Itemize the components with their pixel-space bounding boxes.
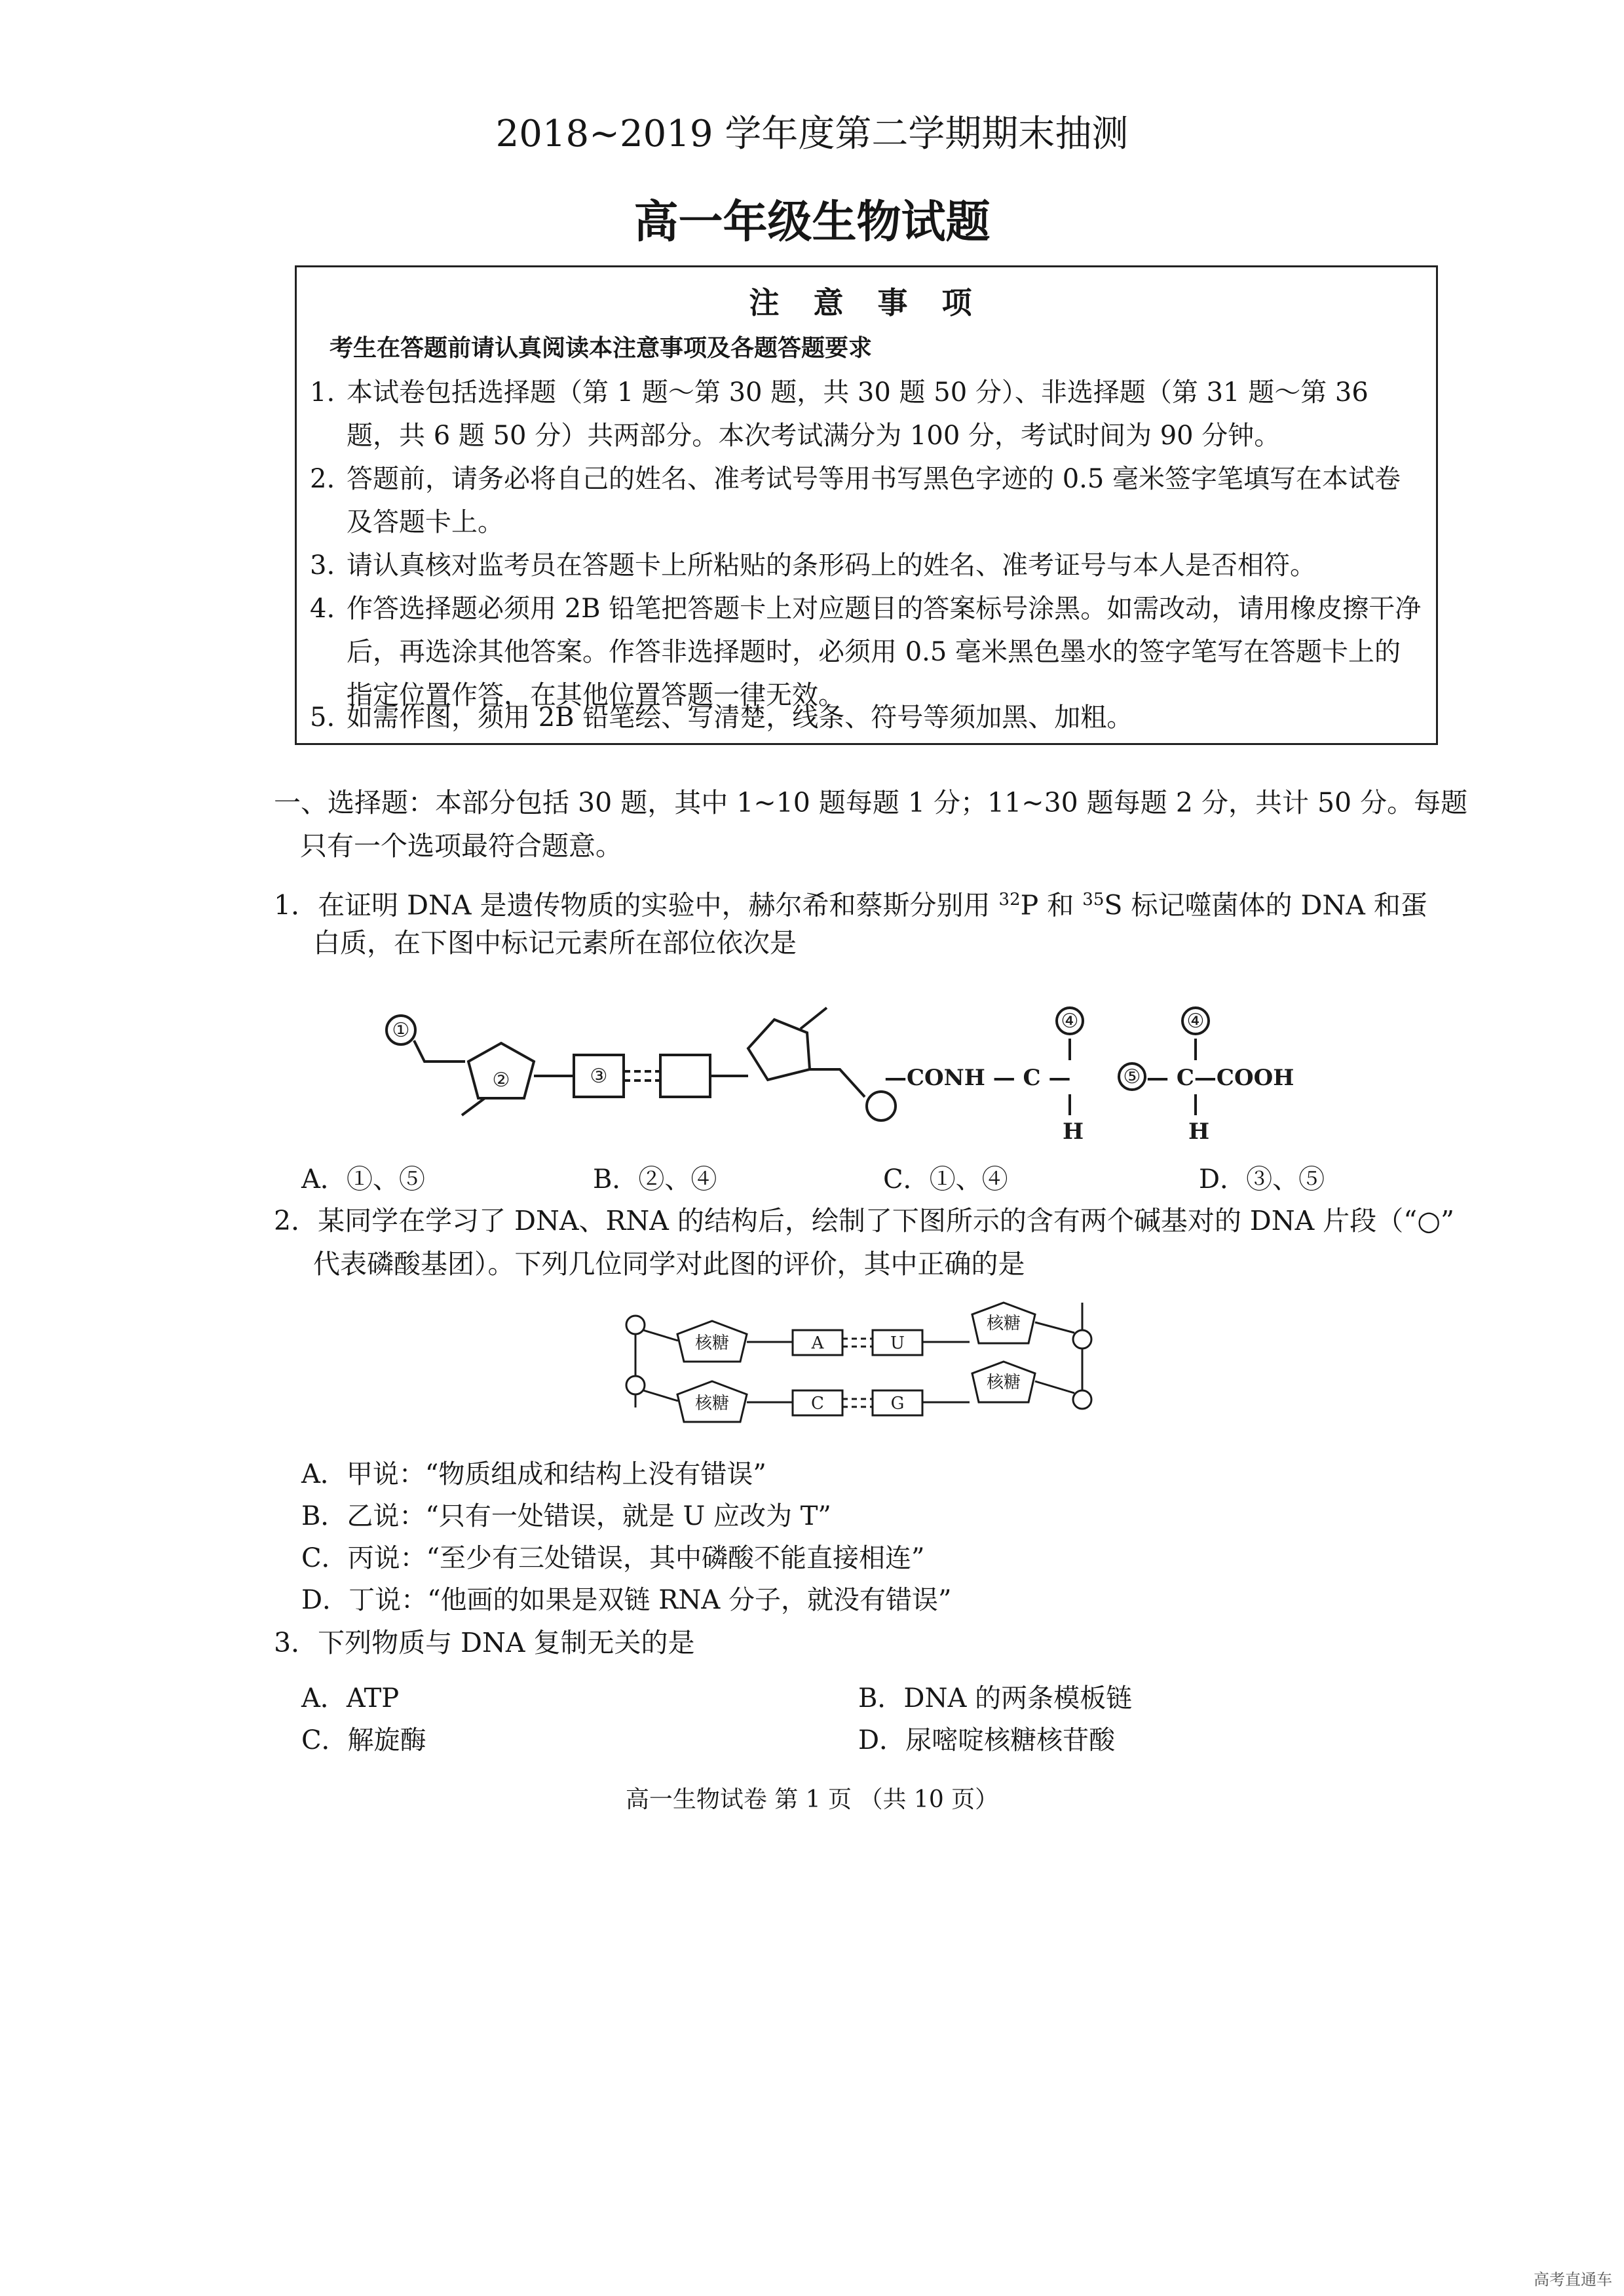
section-heading-line1: 一、选择题：本部分包括 30 题，其中 1~10 题每题 1 分；11~30 题每题 2 分，共计 50 分。每题 xyxy=(274,787,1468,818)
notice-item xyxy=(310,371,1424,457)
base-a-label: A xyxy=(811,1333,824,1353)
question-1-text-b: S 标记噬菌体的 DNA 和蛋 xyxy=(1104,889,1427,921)
page-footer: 高一生物试卷 第 1 页 （共 10 页） xyxy=(625,1786,999,1813)
question-1-option-c[interactable]: C．①、④ xyxy=(883,1164,1008,1195)
sugar-label: 核糖 xyxy=(694,1333,730,1353)
question-1-option-b[interactable]: B．②、④ xyxy=(593,1164,717,1195)
question-3-option-c[interactable]: C．解旋酶 xyxy=(301,1725,426,1755)
question-1-stem-line2: 白质，在下图中标记元素所在部位依次是 xyxy=(313,927,797,959)
question-2-option-c[interactable]: C．丙说：“至少有三处错误，其中磷酸不能直接相连” xyxy=(301,1543,925,1573)
notice-item-number: 1. xyxy=(310,377,335,408)
label-circled-4b: ④ xyxy=(1186,1010,1205,1033)
notice-item-text: 如需作图，须用 2B 铅笔绘、写清楚，线条、符号等须加黑、加粗。 xyxy=(347,702,1133,733)
question-1-text-a: 1．在证明 DNA 是遗传物质的实验中，赫尔希和蔡斯分别用 xyxy=(274,889,999,921)
notice-box xyxy=(295,265,1438,745)
isotope-35-superscript: 35 xyxy=(1082,890,1105,909)
label-circled-2: ② xyxy=(492,1069,510,1092)
exam-term-title: 2018~2019 学年度第二学期期末抽测 xyxy=(495,113,1129,155)
notice-item-number: 2. xyxy=(310,464,335,494)
notice-item-number: 4. xyxy=(310,594,335,624)
question-1-text-mid: P 和 xyxy=(1020,889,1083,921)
question-1-stem-line1 xyxy=(274,878,1427,927)
hydrogen-left: H xyxy=(1063,1119,1084,1145)
sugar-label: 核糖 xyxy=(986,1373,1021,1392)
label-circled-4a: ④ xyxy=(1061,1010,1079,1033)
question-1-option-a[interactable]: A．①、⑤ xyxy=(301,1164,425,1195)
notice-item-text: 请认真核对监考员在答题卡上所粘贴的条形码上的姓名、准考证号与本人是否相符。 xyxy=(347,550,1316,581)
notice-title: 注 意 事 项 xyxy=(749,285,984,320)
exam-subject-title: 高一年级生物试题 xyxy=(633,196,991,248)
section-heading-line2: 只有一个选项最符合题意。 xyxy=(300,830,622,862)
notice-item-number: 5. xyxy=(310,702,335,733)
base-g-label: G xyxy=(890,1394,905,1413)
question-3-stem: 3．下列物质与 DNA 复制无关的是 xyxy=(274,1627,695,1658)
notice-item xyxy=(310,457,1424,544)
label-circled-3: ③ xyxy=(590,1065,608,1088)
sugar-label: 核糖 xyxy=(694,1394,730,1413)
notice-item-text: 作答选择题必须用 2B 铅笔把答题卡上对应题目的答案标号涂黑。如需改动，请用橡皮擦干净后，再选涂其他答案。作答非选择题时，必须用 0.5 毫米黑色墨水的签字笔写在答题卡上的指定位置作答，在其他位置答题一律无效。 xyxy=(347,594,1422,710)
base-u-label: U xyxy=(890,1333,905,1353)
question-2-option-b[interactable]: B．乙说：“只有一处错误，就是 U 应改为 T” xyxy=(301,1501,831,1531)
notice-item-number: 3. xyxy=(310,550,335,581)
label-circled-5: ⑤ xyxy=(1123,1065,1141,1088)
notice-item-text: 本试卷包括选择题（第 1 题～第 30 题，共 30 题 50 分）、非选择题（第 31 题～第 36 题，共 6 题 50 分）共两部分。本次考试满分为 100 分，考试时间为 90 分钟。 xyxy=(347,377,1369,451)
sugar-label: 核糖 xyxy=(986,1314,1021,1333)
question-3-option-a[interactable]: A．ATP xyxy=(301,1683,400,1713)
hydrogen-right: H xyxy=(1188,1119,1210,1145)
label-circled-1: ① xyxy=(392,1019,410,1042)
isotope-32-superscript: 32 xyxy=(998,890,1021,909)
base-box-right xyxy=(660,1055,710,1097)
corner-watermark-text: 高考直通车 xyxy=(1534,2270,1612,2289)
question-2-option-d[interactable]: D．丁说：“他画的如果是双链 RNA 分子，就没有错误” xyxy=(301,1585,952,1615)
question-1-option-d[interactable]: D．③、⑤ xyxy=(1199,1164,1325,1195)
phosphate-circle-right xyxy=(867,1092,896,1120)
question-3-option-d[interactable]: D．尿嘧啶核糖核苷酸 xyxy=(858,1725,1116,1755)
notice-item xyxy=(310,696,1424,739)
notice-item xyxy=(310,544,1424,587)
notice-subtitle: 考生在答题前请认真阅读本注意事项及各题答题要求 xyxy=(330,334,873,362)
base-c-label: C xyxy=(811,1394,824,1413)
question-2-stem-line1: 2．某同学在学习了 DNA、RNA 的结构后，绘制了下图所示的含有两个碱基对的 DNA 片段（“○” xyxy=(274,1205,1454,1236)
amino-acid-left-part: —CONH — C — xyxy=(884,1065,1071,1091)
amino-acid-right-part: — C—COOH xyxy=(1146,1065,1294,1091)
question-2-option-a[interactable]: A．甲说：“物质组成和结构上没有错误” xyxy=(301,1459,766,1489)
question-3-option-b[interactable]: B．DNA 的两条模板链 xyxy=(858,1683,1133,1713)
question-2-figure xyxy=(616,1296,1114,1434)
notice-item-text: 答题前，请务必将自己的姓名、准考试号等用书写黑色字迹的 0.5 毫米签字笔填写在本试卷及答题卡上。 xyxy=(347,464,1401,537)
question-2-stem-line2: 代表磷酸基团）。下列几位同学对此图的评价，其中正确的是 xyxy=(313,1248,1025,1280)
question-1-figure xyxy=(367,970,1369,1147)
